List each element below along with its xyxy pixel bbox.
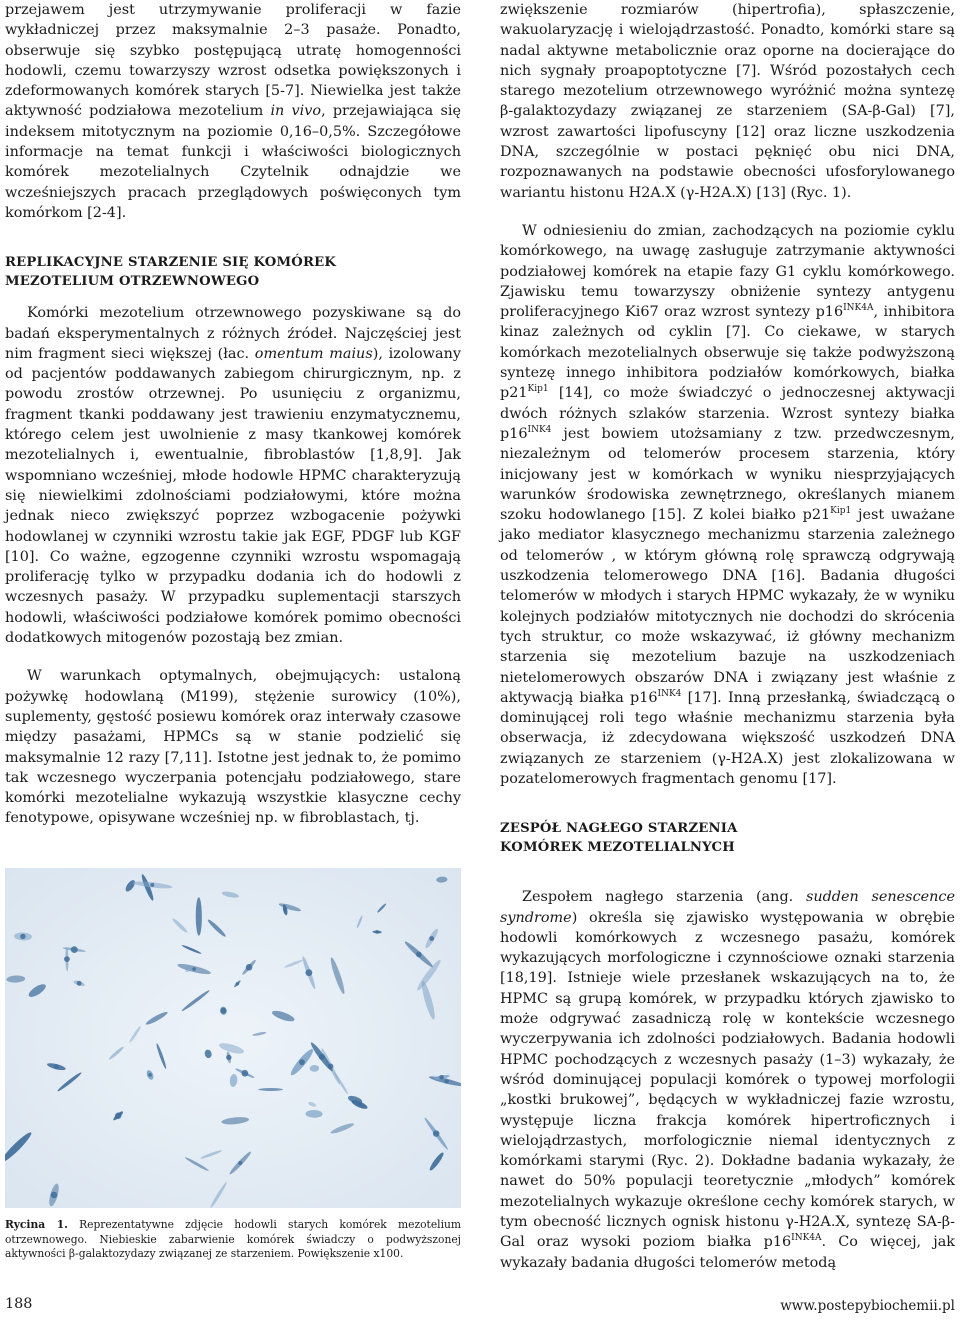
- italic-term: sudden senescence syndrome: [500, 889, 955, 926]
- superscript: Kip1: [830, 506, 852, 517]
- cell-nucleus: [54, 1064, 59, 1069]
- text-run: [17]. Inną przesłanką, świadczącą o dominującej roli tego właśnie mechanizmu starzenia była obserwacja, iż zdecydowana większość uszkodzeń DNA związanych ze starzeniem (γ-H2A.X) jest zlokalizowana w pozatelomerowych fragmentach genomu [17].: [500, 689, 955, 787]
- cell: [258, 1088, 283, 1091]
- cell-nucleus: [148, 1073, 152, 1077]
- cell-nucleus: [246, 964, 253, 971]
- text-run: , przejawiająca się indeksem mitotycznym na poziomie 0,16–0,5%. Szczegółowe informacje na temat funkcji i właściwości biologicznych komórek mezotelialnych Czytelnik odnajdzie we wcześniejszych pracach przeglądowych poświęconych tym komórkom [2-4].: [5, 103, 461, 221]
- cell-nucleus: [220, 1008, 226, 1014]
- left-paragraph-3: [5, 666, 461, 828]
- superscript: Kip1: [527, 384, 549, 395]
- cell-nucleus: [444, 1079, 449, 1084]
- cell-nucleus: [375, 930, 379, 934]
- section-heading-sudden-senescence: [500, 819, 955, 857]
- cell-nucleus: [242, 1070, 249, 1077]
- cell-nucleus: [238, 1161, 242, 1165]
- text-run: przejawem jest utrzymywanie proliferacji w fazie wykładniczej przez maksymalnie 2–3 pasaże. Ponadto, obserwuje się szybko postępującą utratę homogenności hodowli, czemu towarzyszy wzrost odsetka powiększonych i zdeformowanych komórek starych [5-7]. Niewielka jest także aktywność podziałowa mezotelium: [5, 2, 461, 120]
- figure-caption: [5, 1218, 461, 1262]
- right-paragraph-3: [500, 887, 955, 1273]
- left-paragraph-2: [5, 303, 461, 648]
- cell-nucleus: [71, 946, 78, 953]
- superscript: INK4A: [843, 303, 874, 314]
- caption-label: Rycina 1.: [5, 1218, 68, 1231]
- text-run: . Co więcej, jak wykazały badania długości telomerów metodą: [500, 1234, 955, 1271]
- micrograph-image: [5, 868, 461, 1208]
- figure-1-micrograph: [5, 868, 461, 1208]
- text-run: Komórki mezotelium otrzewnowego pozyskiwane są do badań eksperymentalnych z różnych źródeł. Najczęściej jest nim fragment sieci większej (łac.: [5, 305, 461, 362]
- left-paragraph-1: [5, 0, 461, 223]
- cell-nucleus: [236, 982, 239, 985]
- cell-nucleus: [319, 1054, 325, 1060]
- superscript: INK4A: [791, 1233, 822, 1244]
- cell-nucleus: [439, 1075, 444, 1080]
- heading-line: KOMÓREK MEZOTELIALNYCH: [500, 840, 735, 856]
- heading-line: ZESPÓŁ NAGŁEGO STARZENIA: [500, 821, 738, 837]
- text-run: jest uważane jako mediator klasycznego mechanizmu starzenia zależnego od telomerów , w którym główną rolę sprawczą odgrywają uszkodzenia telomerowego DNA [16]. Badania długości telomerów w młodych i starych HPMC wykazały, że w wyniku kolejnych podziałów mitotycznych nie dochodzi do skrócenia tych struktur, co może wskazywać, iż główny mechanizm starzenia się mezotelium bazuje na uszkodzeniach nietelomerowych obszarów DNA i związany jest właśnie z aktywacją białka p16: [500, 507, 955, 706]
- heading-line: MEZOTELIUM OTRZEWNOWEGO: [5, 274, 260, 290]
- text-run: jest bowiem utożsamiany z tzw. przedwczesnym, niezależnym od telomerów procesem starzenia, który inicjowany jest w komórkach w wyniku niesprzyjających warunków środowiska zewnętrznego, określanych mianem szoku hodowlanego [15]. Z kolei białko p21: [500, 425, 955, 524]
- caption-text: Reprezentatywne zdjęcie hodowli starych komórek mezotelium otrzewnowego. Niebieskie zabarwienie komórek świadczy o podwyższonej aktywności β-galaktozydazy związanej ze starzeniem. Powiększenie x100.: [5, 1218, 461, 1261]
- cell-nucleus: [429, 936, 434, 941]
- text-run: ) określa się zjawisko występowania w obrębie hodowli komórkowych z wczesnego pasażu, komórek wykazujących morfologiczne i czynnościowe oznaki starzenia [18,19]. Istnieje wiele przesłanek wskazujących na to, że HPMC są grupą komórek, w przypadku których zjawisko to może odgrywać zasadniczą rolę w kontekście wczesnego wyczerpywania ich zdolności podziałowych. Badania hodowli HPMC pochodzących z wczesnych pasaży (1–3) wykazały, że wśród dominującej populacji komórek o typowej morfologii „kostki brukowej”, będących w wykładniczej fazie wzrostu, występuje liczna frakcja komórek hipertroficznych i wielojądrzastych, morfologicznie niemal identycznych z komórkami starymi (Ryc. 2). Dokładne badania wykazały, że nawet do 50% populacji teoretycznie „młodych” komórek mezotelialnych wykazuje określone cechy komórek starych, w tym obecność licznych ognisk histonu γ-H2A.X, syntezę SA-β-Gal oraz wysoki poziom białka p16: [500, 909, 955, 1251]
- journal-url: www.postepybiochemii.pl: [780, 1298, 955, 1314]
- cell-nucleus: [416, 952, 422, 958]
- text-run: W warunkach optymalnych, obejmujących: ustaloną pożywkę hodowlaną (M199), stężenie surowicy (10%), suplementy, gęstość posiewu komórek oraz interwały czasowe między pasażami, HPMCs są w stanie podzielić się maksymalnie 12 razy [7,11]. Istotne jest jednak to, że pomimo tak wczesnego wyczerpania potencjału podziałowego, stare komórki mezotelialne wykazują wszystkie klasyczne cechy fenotypowe, opisywane wcześniej np. w fibroblastach, tj.: [5, 668, 461, 827]
- italic-term: omentum maius: [254, 345, 373, 362]
- text-run: W odniesieniu do zmian, zachodzących na poziomie cyklu komórkowego, na uwagę zasługuje zatrzymanie aktywności podziałowej komórek na etapie fazy G1 cyklu komórkowego. Zjawisku temu towarzyszy obniżenie syntezy antygenu proliferacyjnego Ki67 oraz wzrost syntezy p16: [500, 222, 955, 321]
- text-run: , inhibitora kinaz zależnych od cyklin [7]. Co ciekawe, w starych komórkach mezotelialnych obserwuje się także podwyższoną syntezę innego inhibitora podziałów komórkowych, białka p21: [500, 304, 955, 402]
- cell-nucleus: [192, 967, 196, 971]
- right-paragraph-2: [500, 221, 955, 789]
- section-heading-replicative-senescence: [5, 253, 461, 291]
- cell-nucleus: [305, 969, 312, 976]
- cell-nucleus: [226, 1055, 231, 1060]
- cell-nucleus: [115, 1113, 121, 1119]
- cell-nucleus: [150, 883, 154, 887]
- superscript: INK4: [657, 688, 682, 699]
- right-paragraph-1: [500, 0, 955, 203]
- superscript: INK4: [527, 424, 552, 435]
- text-run: zwiększenie rozmiarów (hipertrofia), spłaszczenie, wakuolaryzację i wielojądrzastość. Ponadto, komórki stare są nadal aktywne metabolicznie oraz oporne na docierające do nich sygnały proapoptotyczne [7]. Wśród pozostałych cech starego mezotelium otrzewnowego wyróżnić można syntezę β-galaktozydazy związanej ze starzeniem (SA-β-Gal) [7], wzrost zawartości lipofuscyny [12] oraz liczne uszkodzenia DNA, szczególnie w postaci pęknięć obu nici DNA, rozpoznawanych na podstawie obecności ufosforylowanego wariantu histonu H2A.X (γ-H2A.X) [13] (Ryc. 1).: [500, 2, 955, 201]
- micrograph-background: [5, 868, 461, 1208]
- right-column: [500, 0, 955, 1273]
- cell-nucleus: [51, 1192, 58, 1199]
- text-run: ), izolowany od pacjentów poddawanych zabiegom chirurgicznym, np. z powodu zrostów otrzewnej. Po usunięciu z organizmu, fragment tkanki poddawany jest trawieniu enzymatycznemu, którego celem jest uwolnienie z masy tkankowej komórek mezotelialnych i, ewentualnie, fibroblastów [1,8,9]. Jak wspomniano wcześniej, młode hodowle HPMC charakteryzują się niewielkimi zdolnościami podziałowymi, które można jednak nieco zwiększyć poprzez wzbogacenie pożywki hodowlanej w czynniki wzrostu takie jak EGF, PDGF lub KGF [10]. Co ważne, egzogenne czynniki wzrostu wspomagają proliferację tylko w przypadku dodania ich do hodowli z wczesnych pasaży. W przypadku suplementacji starszych hodowli, właściwości podziałowe komórek pomimo obecności dodatkowych mitogenów pozostają bez zmian.: [5, 345, 461, 647]
- heading-line: REPLIKACYJNE STARZENIE SIĘ KOMÓREK: [5, 255, 337, 271]
- text-run: Zespołem nagłego starzenia (ang.: [522, 889, 806, 906]
- cell-nucleus: [299, 1059, 305, 1065]
- text-run: [14], co może świadczyć o jednoczesnej aktywacji dwóch różnych szlaków starzenia. Wzrost syntezy białka p16: [500, 385, 955, 442]
- cell-nucleus: [20, 934, 25, 939]
- cell-nucleus: [77, 981, 82, 986]
- italic-term: in vivo: [270, 103, 322, 120]
- left-column: [5, 0, 461, 829]
- cell-nucleus: [433, 1130, 439, 1136]
- cell-nucleus: [64, 956, 70, 962]
- page-number: 188: [5, 1296, 33, 1312]
